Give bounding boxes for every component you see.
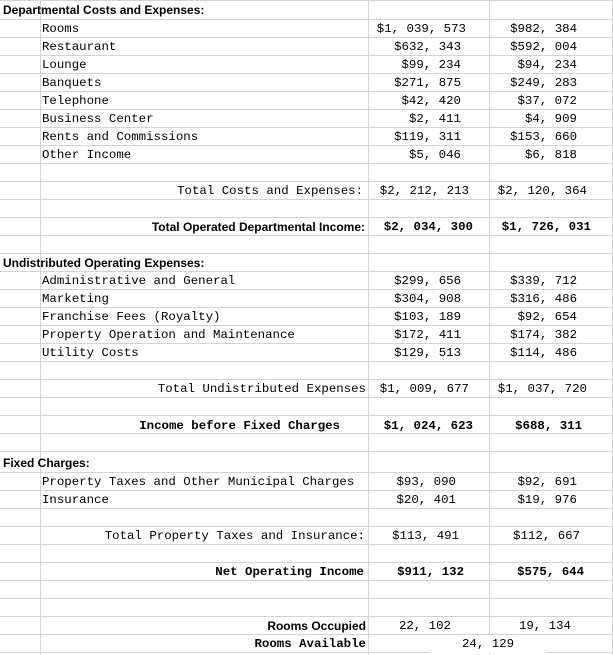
- total-fixed-label: Total Property Taxes and Insurance:: [104, 529, 365, 543]
- year1-value: $119, 311: [394, 130, 461, 144]
- year1-value: $93, 090: [396, 475, 456, 489]
- operated-income-year1: $2, 034, 300: [383, 220, 473, 234]
- fixed-heading: Fixed Charges:: [3, 456, 90, 470]
- total-costs-label: Total Costs and Expenses:: [177, 184, 363, 198]
- total-fixed-year1: $113, 491: [392, 529, 459, 543]
- year1-value: $271, 875: [394, 76, 461, 90]
- year1-value: $632, 343: [394, 40, 461, 54]
- year2-value: $37, 072: [517, 94, 577, 108]
- year2-value: $249, 283: [510, 76, 577, 90]
- gridline: [0, 598, 613, 599]
- total-fixed-year2: $112, 667: [513, 529, 580, 543]
- gridline: [0, 451, 613, 452]
- rooms-occupied-label: Rooms Occupied: [267, 619, 366, 633]
- year1-value: $299, 656: [394, 274, 461, 288]
- rooms-available-label: Rooms Available: [254, 637, 366, 651]
- net-income-year2: $575, 644: [517, 565, 584, 579]
- year2-value: $153, 660: [510, 130, 577, 144]
- year2-value: $92, 654: [517, 310, 577, 324]
- undistributed-heading: Undistributed Operating Expenses:: [3, 256, 205, 270]
- year2-value: $92, 691: [517, 475, 577, 489]
- total-undistributed-label: Total Undistributed Expenses: [157, 382, 366, 396]
- year1-value: $1, 039, 573: [376, 22, 466, 36]
- total-undistributed-year1: $1, 009, 677: [379, 382, 469, 396]
- row-label: Other Income: [42, 148, 132, 162]
- year2-value: $19, 976: [517, 493, 577, 507]
- total-undistributed-year2: $1, 037, 720: [497, 382, 587, 396]
- rooms-occupied-year2: 19, 134: [518, 619, 571, 633]
- gridline: [368, 0, 369, 655]
- row-label: Property Taxes and Other Municipal Charges: [42, 475, 355, 489]
- year1-value: $42, 420: [401, 94, 461, 108]
- total-costs-year1: $2, 212, 213: [379, 184, 469, 198]
- gridline: [489, 0, 490, 655]
- year2-value: $6, 818: [524, 148, 577, 162]
- net-income-label: Net Operating Income: [215, 565, 364, 579]
- row-label: Franchise Fees (Royalty): [42, 310, 221, 324]
- year1-value: $129, 513: [394, 346, 461, 360]
- row-label: Banquets: [42, 76, 102, 90]
- gridline: [40, 0, 41, 655]
- row-label: Administrative and General: [42, 274, 236, 288]
- year1-value: $172, 411: [394, 328, 461, 342]
- year2-value: $174, 382: [510, 328, 577, 342]
- before-fixed-year1: $1, 024, 623: [383, 419, 473, 433]
- year2-value: $94, 234: [517, 58, 577, 72]
- year1-value: $5, 046: [408, 148, 461, 162]
- row-label: Lounge: [42, 58, 87, 72]
- before-fixed-label: Income before Fixed Charges: [139, 419, 340, 433]
- year1-value: $99, 234: [401, 58, 461, 72]
- year1-value: $304, 908: [394, 292, 461, 306]
- operated-income-year2: $1, 726, 031: [501, 220, 591, 234]
- gridline: [0, 415, 613, 416]
- row-label: Rooms: [42, 22, 80, 36]
- year2-value: $982, 384: [510, 22, 577, 36]
- year1-value: $20, 401: [396, 493, 456, 507]
- year2-value: $339, 712: [510, 274, 577, 288]
- operated-income-label: Total Operated Departmental Income:: [151, 220, 365, 234]
- row-label: Telephone: [42, 94, 109, 108]
- row-label: Business Center: [42, 112, 154, 126]
- row-label: Utility Costs: [42, 346, 139, 360]
- row-label: Restaurant: [42, 40, 117, 54]
- total-costs-year2: $2, 120, 364: [497, 184, 587, 198]
- row-label: Property Operation and Maintenance: [42, 328, 295, 342]
- year2-value: $316, 486: [510, 292, 577, 306]
- rooms-available-value: 24, 129: [430, 635, 546, 653]
- rooms-occupied-year1: 22, 102: [398, 619, 451, 633]
- year2-value: $114, 486: [510, 346, 577, 360]
- year1-value: $103, 189: [394, 310, 461, 324]
- row-label: Marketing: [42, 292, 109, 306]
- before-fixed-year2: $688, 311: [515, 419, 582, 433]
- net-income-year1: $911, 132: [397, 565, 464, 579]
- row-label: Rents and Commissions: [42, 130, 199, 144]
- row-label: Insurance: [42, 493, 109, 507]
- year2-value: $592, 004: [510, 40, 577, 54]
- year1-value: $2, 411: [408, 112, 461, 126]
- departmental-heading: Departmental Costs and Expenses:: [3, 3, 205, 17]
- year2-value: $4, 909: [524, 112, 577, 126]
